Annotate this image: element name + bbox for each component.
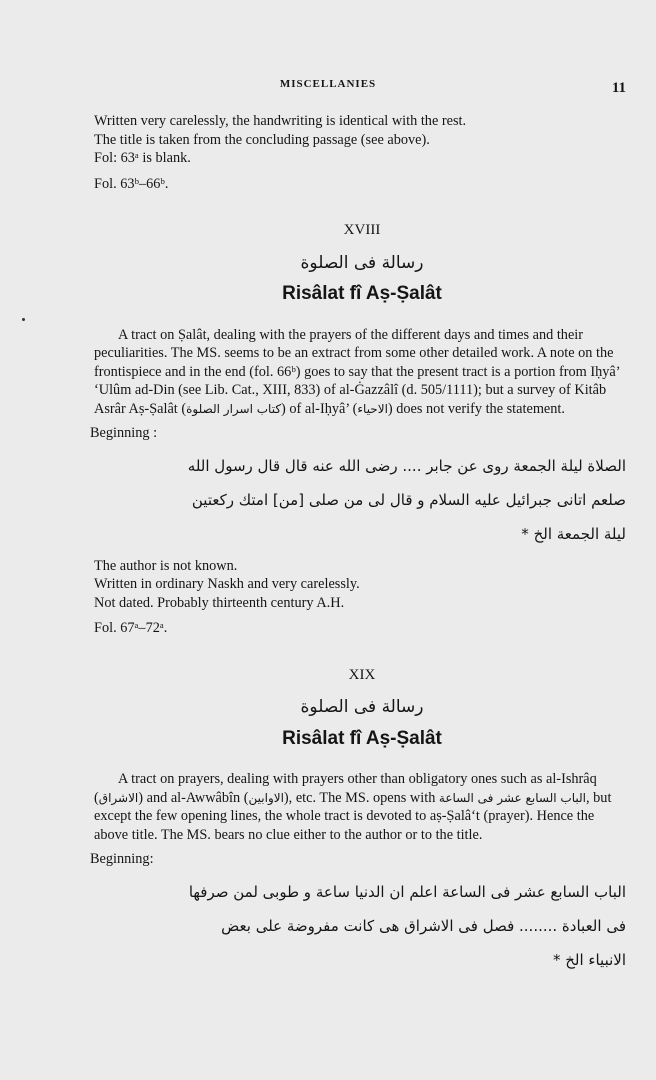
arabic-inline: الاحياء [357,401,388,416]
description-text: ) of al-Iḥyâ’ ( [281,400,358,417]
arabic-beginning-text [94,449,626,551]
arabic-line: فى العبادة ........ فصل فى الاشراق هى كانت مفروضة على بعض [221,916,626,935]
folio-reference: Fol. 63ᵇ–66ᵇ. [94,175,169,192]
description-text: , but except the few opening lines, the whole tract is devoted to aṣ-Ṣalâ‘t (prayer). Hence the above title. The MS. bears no clue either to the author or to the title. [94,789,612,843]
xvii-text-line: The title is taken from the concluding passage (see above). [94,131,430,148]
note-line: Written in ordinary Naskh and very carelessly. [94,576,360,592]
description-text: A tract on Ṣalât, dealing with the prayers of the different days and times and their peculiarities. The MS. seems to be an extract from some other detailed work. A note on the frontispiece and in the end (fol. 66ᵇ) goes to say that the present tract is a portion from Iḥyâ’ ‘Ulûm ad-Din (see Lib. Cat., XIII, 833) of al-Ġazzâlî (d. 505/1111); but a survey of Kitâb Asrâr Aṣ-Ṣalât ( [94,326,620,417]
entry-description [94,770,630,844]
entry-number: XVIII [343,222,381,238]
stray-ink-dot [22,318,25,321]
beginning-label: Beginning : [90,425,158,441]
running-title: MISCELLANIES [279,78,377,90]
entry-title: Risâlat fî Aṣ-Ṣalât [282,727,442,749]
xvii-text-line: Written very carelessly, the handwriting is identical with the rest. [94,113,467,129]
arabic-line: الباب السابع عشر فى الساعة اعلم ان الدنيا ساعة و طوبى لمن صرفها [188,882,626,901]
arabic-line: الانبياء الخ * [552,950,626,969]
entry-title: Risâlat fî Aṣ-Ṣalât [282,283,442,304]
folio-reference: Fol. 67ᵃ–72ᵃ. [94,620,168,636]
arabic-line: ليلة الجمعة الخ * [521,524,626,543]
arabic-line: الصلاة ليلة الجمعة روى عن جابر .... رضى الله عنه قال قال رسول الله [187,456,626,475]
entry-number: XIX [348,666,376,683]
xvii-text-line: Fol: 63ᵃ is blank. [94,150,191,166]
arabic-beginning-text [94,875,626,977]
description-text: ) and al-Awwâbîn ( [138,789,249,806]
description-text: ), etc. The MS. opens with [283,789,439,806]
arabic-inline: الباب السابع عشر فى الساعة [438,790,586,805]
page-content [90,112,630,977]
arabic-title: رسالة فى الصلوة [300,697,424,717]
note-line: The author is not known. [94,557,238,574]
description-text: A tract on prayers, dealing with prayers other than obligatory ones such as al-Ishrâq ( [94,771,597,806]
page-number: 11 [611,80,626,96]
entry-description [94,326,630,419]
entry-notes [94,557,630,613]
arabic-line: صلعم اتانى جبرائيل عليه السلام و قال لى من صلى [من] امتك ركعتين [191,490,626,509]
note-line: Not dated. Probably thirteenth century A.H. [94,594,345,611]
description-text: ) does not verify the statement. [387,400,565,417]
arabic-inline: كتاب اسرار الصلوة [186,401,282,416]
arabic-inline: الاوابين [248,790,284,805]
arabic-title: رسالة فى الصلوة [300,252,424,273]
arabic-inline: الاشراق [98,790,139,805]
beginning-label: Beginning: [90,851,154,867]
